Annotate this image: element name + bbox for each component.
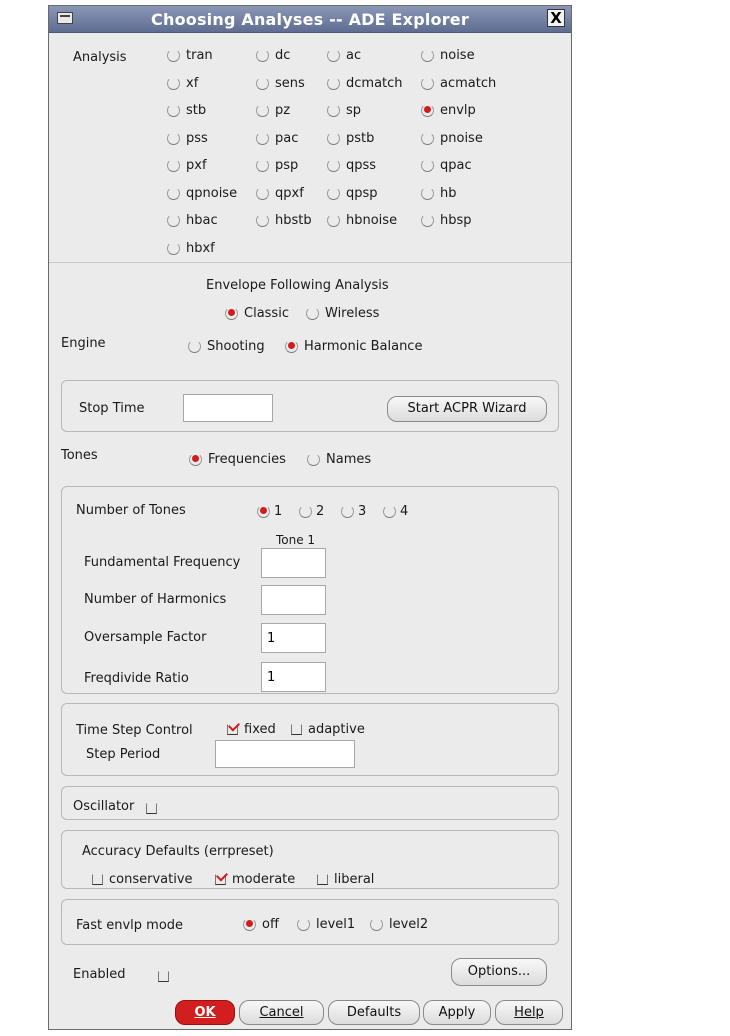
radio-icon [299, 505, 312, 518]
analysis-hbxf-radio[interactable] [167, 241, 215, 256]
fundamental-frequency-label: Fundamental Frequency [84, 555, 241, 570]
analysis-hbac-radio[interactable] [167, 213, 218, 228]
freqdivide-ratio-label: Freqdivide Ratio [84, 671, 189, 686]
fast-envlp-level2-radio[interactable]: level2 [370, 917, 428, 932]
radio-icon [256, 214, 269, 227]
enabled-label: Enabled [73, 967, 126, 982]
analysis-option-label: ac [346, 48, 362, 63]
analysis-sp-radio[interactable] [327, 103, 361, 118]
analysis-envlp-radio[interactable] [421, 103, 476, 118]
analysis-pstb-radio[interactable] [327, 131, 374, 146]
analysis-option-label: hbsp [440, 213, 472, 228]
analysis-dcmatch-radio[interactable] [327, 76, 403, 91]
analysis-option-label: pxf [186, 158, 207, 173]
radio-icon [167, 104, 180, 117]
checkbox-icon [317, 874, 328, 885]
apply-button[interactable]: Apply [423, 1000, 491, 1025]
radio-icon [225, 307, 238, 320]
oversample-factor-label: Oversample Factor [84, 630, 207, 645]
analysis-option-label: hb [440, 186, 457, 201]
analysis-option-label: qpac [440, 158, 472, 173]
tone-1-header: Tone 1 [276, 533, 316, 547]
analysis-label: Analysis [73, 50, 127, 65]
analysis-option-label: pstb [346, 131, 375, 146]
tones-count-4-radio[interactable]: 4 [383, 504, 408, 519]
oscillator-label: Oscillator [73, 799, 135, 814]
analysis-option-label: pss [186, 131, 208, 146]
radio-icon [257, 505, 270, 518]
step-period-label: Step Period [86, 747, 161, 762]
radio-icon [370, 918, 383, 931]
analysis-hbsp-radio[interactable] [421, 213, 472, 228]
freqdivide-ratio-input[interactable] [261, 662, 326, 692]
analysis-option-label: qpxf [275, 186, 304, 201]
mode-classic-radio[interactable]: Classic [225, 306, 289, 321]
engine-shooting-radio[interactable]: Shooting [188, 339, 265, 354]
analysis-pz-radio[interactable] [256, 103, 290, 118]
engine-label: Engine [61, 336, 106, 351]
fast-envlp-level1-radio[interactable]: level1 [297, 917, 355, 932]
analysis-option-label: xf [186, 76, 199, 91]
adaptive-checkbox[interactable]: adaptive [291, 722, 365, 737]
dialog-window [48, 5, 572, 1030]
radio-icon [256, 132, 269, 145]
window-title: Choosing Analyses -- ADE Explorer [151, 10, 469, 29]
analysis-qpxf-radio[interactable] [256, 186, 304, 201]
analysis-option-label: qpnoise [186, 186, 238, 201]
analysis-stb-radio[interactable] [167, 103, 206, 118]
analysis-pss-radio[interactable] [167, 131, 208, 146]
analysis-option-label: qpsp [346, 186, 378, 201]
fixed-checkbox[interactable]: fixed [227, 722, 276, 737]
radio-icon [306, 307, 319, 320]
analysis-hbstb-radio[interactable] [256, 213, 312, 228]
number-of-harmonics-label: Number of Harmonics [84, 592, 227, 607]
radio-icon [327, 104, 340, 117]
analysis-pxf-radio[interactable] [167, 158, 207, 173]
tones-label: Tones [61, 448, 98, 463]
radio-icon [421, 187, 434, 200]
radio-icon [327, 187, 340, 200]
oscillator-checkbox[interactable] [146, 803, 157, 814]
radio-icon [167, 187, 180, 200]
radio-icon [243, 918, 256, 931]
radio-icon [188, 340, 201, 353]
fast-envlp-off-radio[interactable]: off [243, 917, 279, 932]
ok-button[interactable]: OK [175, 1000, 235, 1025]
radio-icon [341, 505, 354, 518]
title-bar[interactable] [49, 6, 571, 33]
radio-icon [167, 77, 180, 90]
analysis-hbnoise-radio[interactable] [327, 213, 397, 228]
analysis-qpsp-radio[interactable] [327, 186, 378, 201]
help-label: Help [514, 1005, 544, 1020]
analysis-psp-radio[interactable] [256, 158, 298, 173]
fundamental-frequency-input[interactable] [261, 548, 326, 578]
analysis-pnoise-radio[interactable] [421, 131, 483, 146]
checkbox-icon [92, 874, 103, 885]
analysis-option-label: hbac [186, 213, 218, 228]
step-period-input[interactable] [215, 740, 355, 768]
analysis-option-label: dcmatch [346, 76, 403, 91]
radio-icon [256, 104, 269, 117]
radio-icon [327, 77, 340, 90]
radio-icon [421, 159, 434, 172]
analysis-tran-radio[interactable] [167, 48, 213, 63]
analysis-option-label: pz [275, 103, 291, 118]
analysis-option-label: qpss [346, 158, 377, 173]
radio-icon [189, 453, 202, 466]
radio-icon [327, 214, 340, 227]
radio-icon [256, 159, 269, 172]
analysis-option-label: pac [275, 131, 299, 146]
analysis-option-label: psp [275, 158, 299, 173]
mode-wireless-radio[interactable]: Wireless [306, 306, 379, 321]
analysis-option-label: tran [186, 48, 213, 63]
tones-names-radio[interactable]: Names [307, 452, 371, 467]
help-button[interactable] [495, 1000, 563, 1025]
divider [49, 262, 571, 263]
analysis-option-label: acmatch [440, 76, 497, 91]
analysis-hb-radio[interactable] [421, 186, 457, 201]
analysis-option-label: pnoise [440, 131, 483, 146]
checkbox-icon [227, 724, 238, 735]
analysis-option-label: sens [275, 76, 305, 91]
analysis-sens-radio[interactable] [256, 76, 305, 91]
close-button[interactable]: X [547, 9, 565, 27]
analysis-qpss-radio[interactable] [327, 158, 376, 173]
moderate-checkbox[interactable]: moderate [215, 872, 295, 887]
radio-icon [421, 104, 434, 117]
tones-count-2-radio[interactable]: 2 [299, 504, 324, 519]
analysis-qpac-radio[interactable] [421, 158, 472, 173]
oversample-factor-input[interactable] [261, 623, 326, 653]
analysis-pac-radio[interactable] [256, 131, 298, 146]
radio-icon [297, 918, 310, 931]
radio-icon [167, 132, 180, 145]
analysis-option-label: sp [346, 103, 362, 118]
radio-icon [256, 49, 269, 62]
time-step-control-label: Time Step Control [76, 723, 193, 738]
radio-icon [285, 340, 298, 353]
fast-envlp-mode-label: Fast envlp mode [76, 918, 184, 933]
defaults-button[interactable]: Defaults [328, 1000, 420, 1025]
analysis-acmatch-radio[interactable] [421, 76, 496, 91]
radio-icon [327, 132, 340, 145]
analysis-option-label: dc [275, 48, 291, 63]
oscillator-frame [61, 786, 559, 820]
analysis-xf-radio[interactable] [167, 76, 198, 91]
radio-icon [327, 159, 340, 172]
accuracy-defaults-label: Accuracy Defaults (errpreset) [82, 844, 274, 859]
analysis-qpnoise-radio[interactable] [167, 186, 237, 201]
radio-icon [256, 187, 269, 200]
analysis-option-label: hbnoise [346, 213, 398, 228]
radio-icon [167, 159, 180, 172]
radio-icon [421, 132, 434, 145]
radio-icon [327, 49, 340, 62]
radio-icon [421, 49, 434, 62]
analysis-noise-radio[interactable] [421, 48, 475, 63]
radio-icon [421, 77, 434, 90]
analysis-dc-radio[interactable] [256, 48, 290, 63]
checkbox-icon [291, 724, 302, 735]
analysis-ac-radio[interactable] [327, 48, 361, 63]
radio-icon [167, 242, 180, 255]
options-button[interactable]: Options... [451, 958, 547, 986]
analysis-option-label: hbxf [186, 241, 215, 256]
radio-icon [307, 453, 320, 466]
enabled-checkbox[interactable] [158, 971, 169, 982]
radio-icon [256, 77, 269, 90]
stop-time-input[interactable] [183, 394, 273, 422]
start-acpr-wizard-button[interactable]: Start ACPR Wizard [387, 396, 547, 422]
tones-frequencies-radio[interactable]: Frequencies [189, 452, 286, 467]
liberal-checkbox[interactable]: liberal [317, 872, 374, 887]
radio-icon [167, 214, 180, 227]
tones-count-1-radio[interactable]: 1 [257, 504, 282, 519]
analysis-option-label: stb [186, 103, 207, 118]
number-of-tones-label: Number of Tones [76, 503, 186, 518]
analysis-option-label: hbstb [275, 213, 312, 228]
radio-icon [167, 49, 180, 62]
stop-time-label: Stop Time [79, 401, 145, 416]
cancel-label: Cancel [259, 1005, 304, 1020]
cancel-button[interactable] [239, 1000, 324, 1025]
number-of-harmonics-input[interactable] [261, 585, 326, 615]
envelope-heading: Envelope Following Analysis [206, 278, 389, 293]
engine-harmonic-balance-radio[interactable]: Harmonic Balance [285, 339, 422, 354]
tones-count-3-radio[interactable]: 3 [341, 504, 366, 519]
analysis-option-label: noise [440, 48, 475, 63]
checkbox-icon [215, 874, 226, 885]
conservative-checkbox[interactable]: conservative [92, 872, 193, 887]
analysis-option-label: envlp [440, 103, 476, 118]
radio-icon [383, 505, 396, 518]
radio-icon [421, 214, 434, 227]
